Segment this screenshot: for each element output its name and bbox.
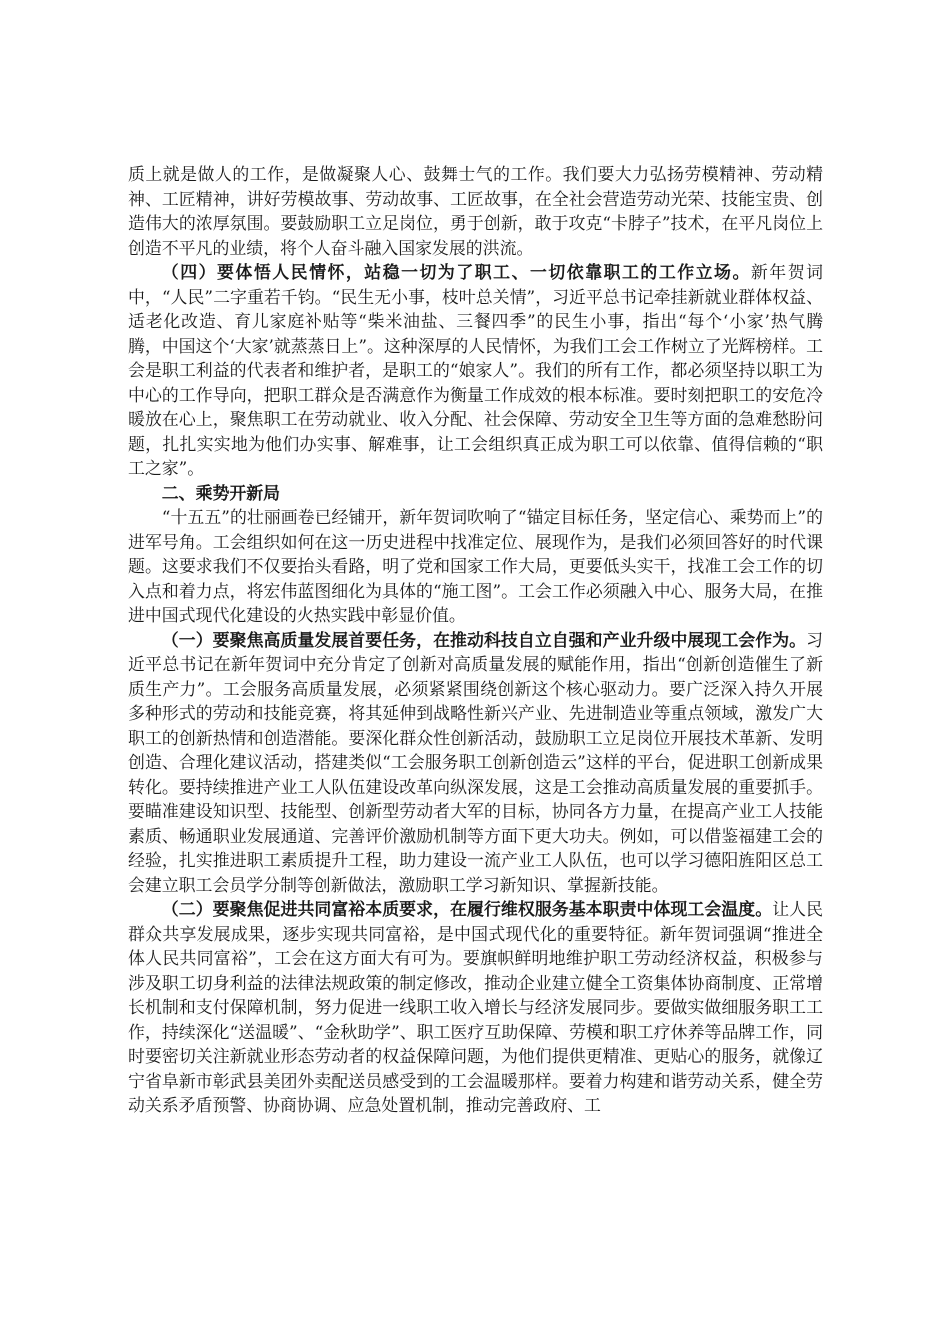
paragraph-section-4 (128, 260, 823, 481)
section-1-heading: （一）要聚焦高质量发展首要任务，在推动科技自立自强和产业升级中展现工会作为。 (161, 629, 807, 650)
section-4-heading: （四）要体悟人民情怀，站稳一切为了职工、一切依靠职工的工作立场。 (161, 262, 751, 282)
section-2-body: 让人民群众共享发展成果，逐步实现共同富裕，是中国式现代化的重要特征。新年贺词强调“推进全体人民共同富裕”，工会在这方面大有可为。要旗帜鲜明地维护职工劳动经济权益，积极参与涉及职工切身利益的法律法规政策的制定修改，推动企业建立健全工资集体协商制度、正常增长机制和支付保障机制，努力促进一线职工收入增长与经济发展同步。要做实做细服务职工工作，持续深化“送温暖”、“金秋助学”、职工医疗互助保障、劳模和职工疗休养等品牌工作，同时要密切关注新就业形态劳动者的权益保障问题，为他们提供更精准、更贴心的服务，就像辽宁省阜新市彰武县美团外卖配送员感受到的工会温暖那样。要着力构建和谐劳动关系，健全劳动关系矛盾预警、协商协调、应急处置机制，推动完善政府、工 (128, 899, 824, 1115)
document-page (128, 162, 823, 1118)
section-1-body: 习近平总书记在新年贺词中充分肯定了创新对高质量发展的赋能作用，指出“创新创造催生了新质生产力”。工会服务高质量发展，必须紧紧围绕创新这个核心驱动力。要广泛深入持久开展多种形式的劳动和技能竞赛，将其延伸到战略性新兴产业、先进制造业等重点领域，激发广大职工的创新热情和创造潜能。要深化群众性创新活动，鼓励职工立足岗位开展技术革新、发明创造、合理化建议活动，搭建类似“工会服务职工创新创造云”这样的平台，促进职工创新成果转化。要持续推进产业工人队伍建设改革向纵深发展，这是工会推动高质量发展的重要抓手。要瞄准建设知识型、技能型、创新型劳动者大军的目标，协同各方力量，在提高产业工人技能素质、畅通职业发展通道、完善评价激励机制等方面下更大功夫。例如，可以借鉴福建工会的经验，扎实推进职工素质提升工程，助力建设一流产业工人队伍，也可以学习德阳旌阳区总工会建立职工会员学分制等创新做法，激励职工学习新知识、掌握新技能。 (128, 629, 823, 895)
paragraph-section-2 (128, 897, 823, 1118)
paragraph-continuation: 质上就是做人的工作，是做凝聚人心、鼓舞士气的工作。我们要大力弘扬劳模精神、劳动精神、工匠精神，讲好劳模故事、劳动故事、工匠故事，在全社会营造劳动光荣、技能宝贵、创造伟大的浓厚氛围。要鼓励职工立足岗位，勇于创新，敢于攻克“卡脖子”技术，在平凡岗位上创造不平凡的业绩，将个人奋斗融入国家发展的洪流。 (128, 164, 823, 258)
section-2-heading: （二）要聚焦促进共同富裕本质要求，在履行维权服务基本职责中体现工会温度。 (161, 899, 773, 919)
section-4-body: 新年贺词中，“人民”二字重若千钧。“民生无小事，枝叶总关情”，习近平总书记牵挂新就业群体权益、适老化改造、育儿家庭补贴等“柴米油盐、三餐四季”的民生小事，指出“每个‘小家’热气腾腾，中国这个‘大家’就蒸蒸日上”。这种深厚的人民情怀，为我们工会工作树立了光辉榜样。工会是职工利益的代表者和维护者，是职工的“娘家人”。我们的所有工作，都必须坚持以职工为中心的工作导向，把职工群众是否满意作为衡量工作成效的根本标准。要时刻把职工的安危冷暖放在心上，聚焦职工在劳动就业、收入分配、社会保障、劳动安全卫生等方面的急难愁盼问题，扎扎实实地为他们办实事、解难事，让工会组织真正成为职工可以依靠、值得信赖的“职工之家”。 (128, 262, 824, 478)
paragraph-intro: “十五五”的壮丽画卷已经铺开，新年贺词吹响了“锚定目标任务，坚定信心、乘势而上”的进军号角。工会组织如何在这一历史进程中找准定位、展现作为，是我们必须回答好的时代课题。这要求我们不仅要抬头看路，明了党和国家工作大局，更要低头实干，找准工会工作的切入点和着力点，将宏伟蓝图细化为具体的“施工图”。工会工作必须融入中心、服务大局，在推进中国式现代化建设的火热实践中彰显价值。 (128, 507, 823, 625)
chapter-heading: 二、乘势开新局 (161, 482, 281, 503)
paragraph-section-1 (128, 628, 823, 898)
